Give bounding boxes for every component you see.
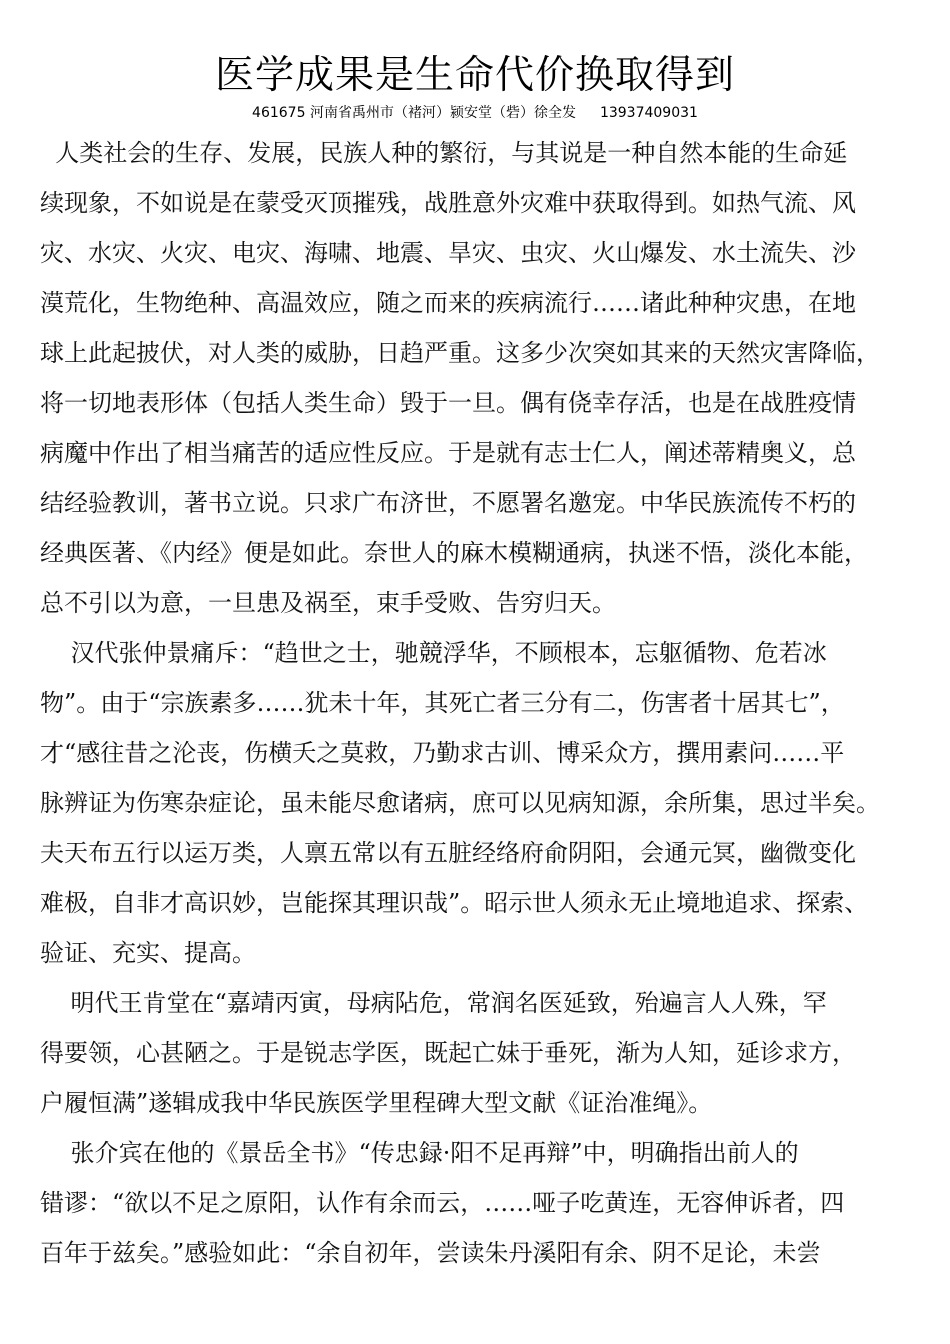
body-line: 物”。由于“宗族素多……犹未十年，其死亡者三分有二，伤害者十居其七”， xyxy=(40,689,845,717)
body-line: 续现象，不如说是在蒙受灭顶摧残，战胜意外灾难中获取得到。如热气流、风 xyxy=(40,189,856,217)
body-line: 将一切地表形体（包括人类生命）毁于一旦。偶有侥幸存活，也是在战胜疫情 xyxy=(40,389,856,417)
body-line: 百年于兹矣。”感验如此：“余自初年，尝读朱丹溪阳有余、阴不足论，未尝 xyxy=(40,1239,821,1267)
body-line: 张介宾在他的《景岳全书》“传忠録·阳不足再辩”中，明确指出前人的 xyxy=(40,1139,799,1167)
body-line: 得要领，心甚陋之。于是锐志学医，既起亡妹于垂死，渐为人知，延诊求方， xyxy=(40,1039,856,1067)
body-line: 难极，自非才高识妙，岂能探其理识哉”。昭示世人须永无止境地追求、探索、 xyxy=(40,889,869,917)
body-line: 总不引以为意，一旦患及祸至，束手受败、告穷归天。 xyxy=(40,589,616,617)
body-line: 球上此起披伏，对人类的威胁，日趋严重。这多少次突如其来的天然灾害降临， xyxy=(40,339,880,367)
body-line: 才“感往昔之沦丧，伤横夭之莫救，乃勤求古训、博采众方，撰用素问……平 xyxy=(40,739,845,767)
author-address: 461675 河南省禹州市（褚河）颍安堂（砦）徐全发 xyxy=(252,105,576,121)
document-title: 医学成果是生命代价换取得到 xyxy=(214,53,735,98)
body-line: 灾、水灾、火灾、电灾、海啸、地震、旱灾、虫灾、火山爆发、水土流失、沙 xyxy=(40,239,856,267)
body-line: 夫天布五行以运万类，人禀五常以有五脏经络府俞阴阳，会通元冥，幽微变化 xyxy=(40,839,856,867)
body-line: 漠荒化，生物绝种、高温效应，随之而来的疾病流行……诸此种种灾患，在地 xyxy=(40,289,856,317)
body-line: 经典医著、《内经》便是如此。奈世人的麻木模糊通病，执迷不悟，淡化本能， xyxy=(40,539,868,567)
article-body xyxy=(40,128,916,1278)
body-line: 病魔中作出了相当痛苦的适应性反应。于是就有志士仁人，阐述蒂精奥义，总 xyxy=(40,439,856,467)
author-byline xyxy=(0,103,950,123)
body-line: 明代王肯堂在“嘉靖丙寅，母病阽危，常润名医延致，殆遍言人人殊，罕 xyxy=(40,989,827,1017)
body-line: 汉代张仲景痛斥：“趋世之士，驰競浮华，不顾根本，忘躯循物、危若冰 xyxy=(40,639,827,667)
author-phone: 13937409031 xyxy=(599,105,698,121)
body-line: 结经验教训，著书立说。只求广布济世，不愿署名邀宠。中华民族流传不朽的 xyxy=(40,489,856,517)
body-line: 错谬：“欲以不足之原阳，认作有余而云，……哑子吃黄连，无容伸诉者，四 xyxy=(40,1189,845,1217)
body-line: 脉辨证为伤寒杂症论，虽未能尽愈诸病，庶可以见病知源，余所集，思过半矣。 xyxy=(40,789,880,817)
body-line: 验证、充实、提高。 xyxy=(40,939,256,967)
body-line: 人类社会的生存、发展，民族人种的繁衍，与其说是一种自然本能的生命延 xyxy=(40,139,848,167)
body-line: 户履恒满”遂辑成我中华民族医学里程碑大型文献《证治准绳》。 xyxy=(40,1089,713,1117)
